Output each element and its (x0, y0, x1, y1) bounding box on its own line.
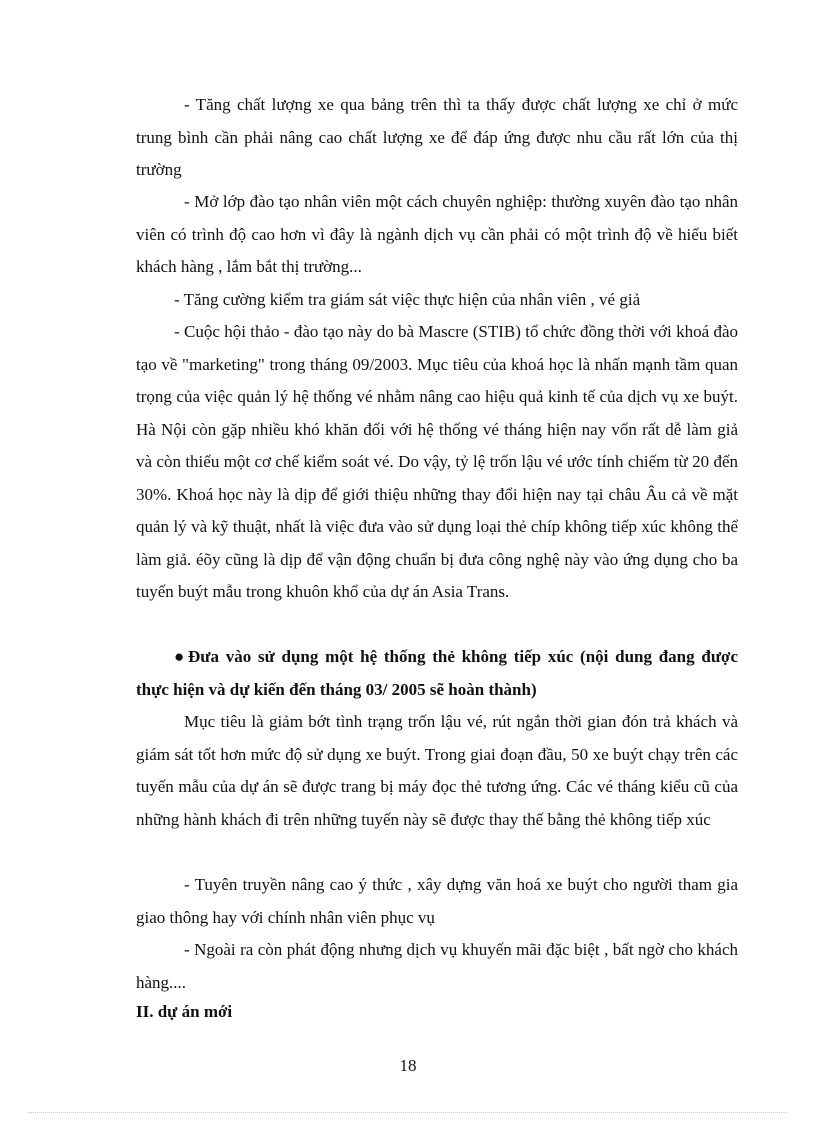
paragraph-workshop: - Cuộc hội thảo - đào tạo này do bà Mascre (STIB) tổ chức đồng thời với khoá đào tạo về "marketing" trong tháng 09/2003. Mục tiêu của khoá học là nhấn mạnh tầm quan trọng của việc quản lý hệ thống vé nhằm nâng cao hiệu quả kinh tế của dịch vụ xe buýt. Hà Nội còn gặp nhiều khó khăn đối với hệ thống vé tháng hiện nay vốn rất dễ làm giả và còn thiếu một cơ chế kiểm soát vé. Do vậy, tỷ lệ trốn lậu vé ước tính chiếm từ 20 đến 30%. Khoá học này là dịp để giới thiệu những thay đổi hiện nay tại châu Âu cả về mặt quản lý và kỹ thuật, nhất là việc đưa vào sử dụng loại thẻ chíp không tiếp xúc không thể làm giả. éõy cũng là dịp để vận động chuẩn bị đưa công nghệ này vào ứng dụng cho ba tuyến buýt mẫu trong khuôn khổ của dự án Asia Trans. (136, 322, 738, 601)
page-number: 18 (399, 1056, 417, 1075)
paragraph-awareness: - Tuyên truyền nâng cao ý thức , xây dựng văn hoá xe buýt cho người tham gia giao thông hay với chính nhân viên phục vụ (136, 875, 738, 927)
paragraph-promotions: - Ngoài ra còn phát động nhưng dịch vụ khuyến mãi đặc biệt , bất ngờ cho khách hàng.... (136, 940, 738, 992)
paragraph-inspection: - Tăng cường kiểm tra giám sát việc thực hiện của nhân viên , vé giả (174, 290, 641, 309)
bullet-contactless-card (136, 641, 738, 706)
section-heading: II. dự án mới (136, 1002, 233, 1021)
paragraph-objective: Mục tiêu là giảm bớt tình trạng trốn lậu vé, rút ngắn thời gian đón trả khách và giám sát tốt hơn mức độ sử dụng xe buýt. Trong giai đoạn đầu, 50 xe buýt chạy trên các tuyến mẫu của dự án sẽ được trang bị máy đọc thẻ tương ứng. Các vé tháng kiểu cũ của những hành khách đi trên những tuyến này sẽ được thay thế bằng thẻ không tiếp xúc (136, 712, 738, 829)
bullet-icon: ● (174, 647, 185, 666)
page-bottom-divider (28, 1112, 788, 1113)
bullet-text: Đưa vào sử dụng một hệ thống thẻ không tiếp xúc (nội dung đang được thực hiện và dự kiến đến tháng 03/ 2005 sẽ hoàn thành) (136, 647, 738, 699)
paragraph-vehicle-quality: - Tăng chất lượng xe qua bảng trên thì ta thấy được chất lượng xe chỉ ở mức trung bình cần phải nâng cao chất lượng xe để đáp ứng được nhu cầu rất lớn của thị trường (136, 95, 738, 179)
paragraph-staff-training: - Mở lớp đào tạo nhân viên một cách chuyên nghiệp: thường xuyên đào tạo nhân viên có trình độ cao hơn vì đây là ngành dịch vụ cần phải có một trình độ về hiểu biết khách hàng , lắm bắt thị trường... (136, 192, 738, 276)
